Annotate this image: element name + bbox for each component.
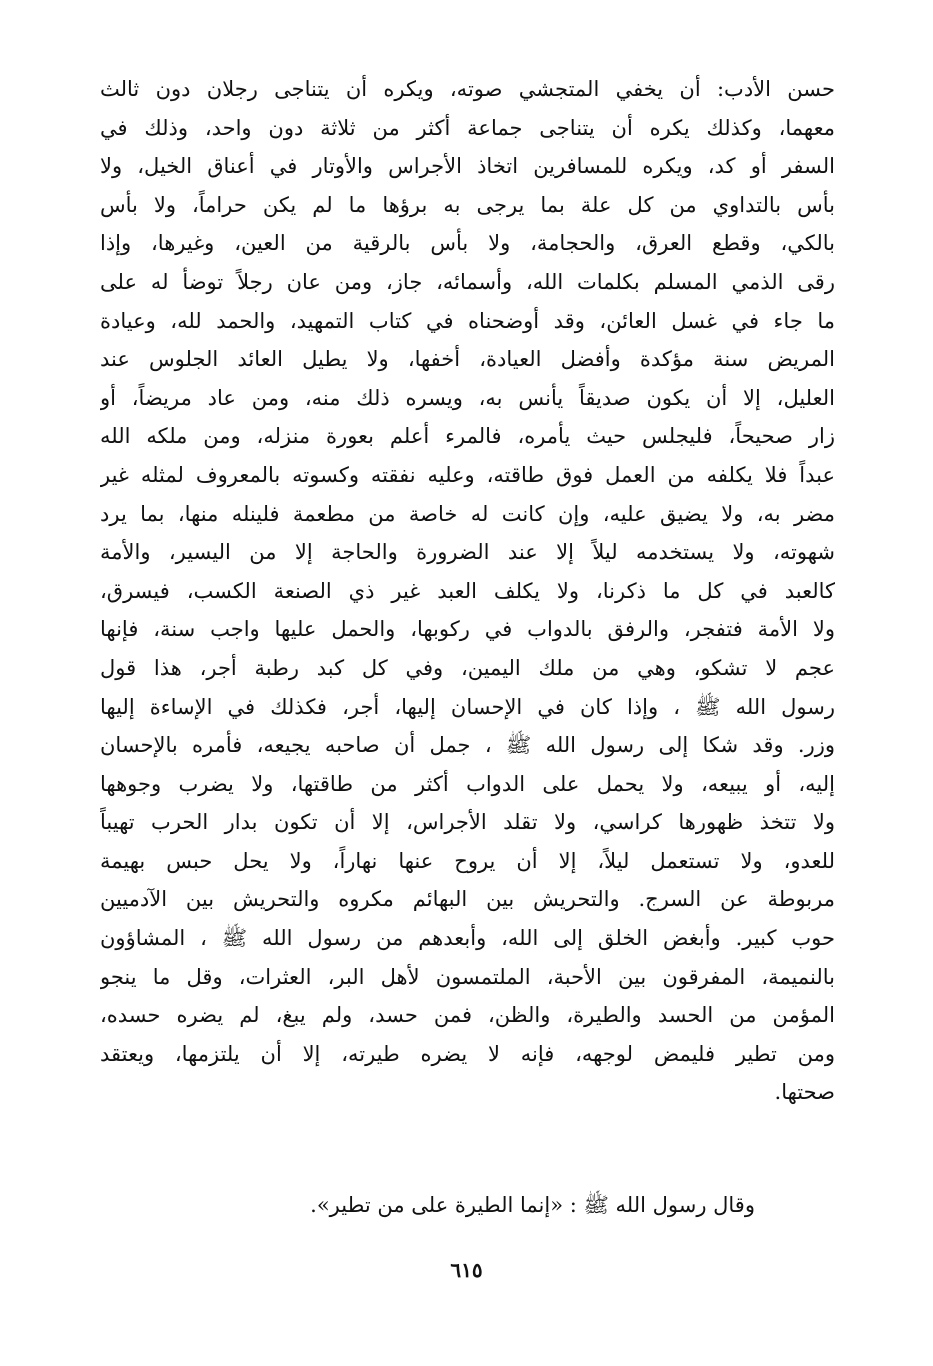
- body-text: [100, 70, 835, 1112]
- text-line: ومن تطير فليمض لوجهه، فإنه لا يضره طيرته، إلا أن يلتزمها، ويعتقد: [100, 1041, 835, 1066]
- text-line: ولا الأمة فتفجر، والرفق بالدواب في ركوبها، والحمل عليها واجب سنة، فإنها: [100, 617, 835, 642]
- text-line: حوب كبير. وأبغض الخلق إلى الله، وأبعدهم من رسول الله ﷺ ، المشاؤون: [100, 926, 835, 951]
- text-line: مضر به، ولا يضيق عليه، وإن كانت له خاصة من مطعمة فلينله منها، بما يرد: [100, 501, 835, 526]
- text-line: حسن الأدب: أن يخفي المتجشي صوته، ويكره أن يتناجى رجلان دون ثالث: [100, 77, 835, 101]
- text-line: زار صحيحاً، فليجلس حيث يأمره، فالمرء أعلم بعورة منزله، ومن ملكه الله: [100, 424, 835, 449]
- text-line: بالنميمة، المفرقون بين الأحبة، الملتمسون لأهل البر، العثرات، وقل ما ينجو: [100, 964, 835, 989]
- text-line: رقى الذمي المسلم بكلمات الله، وأسمائه، جاز، ومن عان رجلاً توضأ له على: [100, 269, 835, 294]
- page-number: ٦١٥: [450, 1258, 483, 1282]
- text-line: العليل، إلا أن يكون صديقاً يأنس به، ويسره ذلك منه، ومن عاد مريضاً، أو: [100, 385, 835, 410]
- text-line: إليه، أو يبيعه، ولا يحمل على الدواب أكثر من طاقتها، ولا يضرب وجوهها: [100, 771, 835, 796]
- text-line: المؤمن من الحسد والطيرة، والظن، فمن حسد، ولم يبغ، لم يضره حسده،: [100, 1003, 835, 1028]
- text-line: ما جاء في غسل العائن، وقد أوضحناه في كتاب التمهيد، والحمد لله، وعيادة: [100, 308, 835, 333]
- text-line: صحتها.: [774, 1080, 835, 1105]
- text-line: وزر. وقد شكا إلى رسول الله ﷺ ، جمل أن صاحبه يجيعه، فأمره بالإحسان: [100, 733, 835, 758]
- text-line: رسول الله ﷺ ، وإذا كان في الإحسان إليها، أجر، فكذلك في الإساءة إليها: [100, 694, 835, 719]
- text-line: ولا تتخذ ظهورها كراسي، ولا تقلد الأجراس، إلا أن تكون بدار الحرب تهيباً: [100, 810, 835, 835]
- text-line: المريض سنة مؤكدة وأفضل العيادة، أخفها، ولا يطيل العائد الجلوس عند: [100, 347, 835, 372]
- text-line: كالعبد في كل ما ذكرنا، ولا يكلف العبد غير ذي الصنعة الكسب، فيسرق،: [100, 578, 835, 603]
- text-line: السفر أو كد، ويكره للمسافرين اتخاذ الأجراس والأوتار في أعناق الخيل، ولا: [100, 154, 835, 179]
- text-line: بالكي، وقطع العرق، والحجامة، ولا بأس بالرقية من العين، وغيرها، وإذا: [100, 231, 835, 256]
- text-line: للعدو، ولا تستعمل ليلاً، إلا أن يروح عنها نهاراً، ولا يحل حبس بهيمة: [100, 848, 835, 873]
- text-line: بأس بالتداوي من كل علة بما يرجى به برؤها ما لم يكن حراماً، ولا بأس: [100, 192, 835, 217]
- text-line: عجم لا تشكو، وهي من ملك اليمين، وفي كل كبد رطبة أجر، هذا قول: [100, 655, 835, 680]
- text-line: عبداً فلا يكلفه من العمل فوق طاقته، وعليه نفقته وكسوته بالمعروف لمثله غير: [100, 462, 835, 487]
- hadith-quote: وقال رسول الله ﷺ : «إنما الطيرة على من تطير».: [310, 1193, 755, 1217]
- text-line: مربوطة عن السرج. والتحريش بين البهائم مكروه والتحريش بين الآدميين: [100, 887, 835, 912]
- text-line: معهما، وكذلك يكره أن يتناجى جماعة أكثر من ثلاثة دون واحد، وذلك في: [100, 115, 835, 140]
- text-line: شهوته، ولا يستخدمه ليلاً إلا عند الضرورة والحاجة إلا من اليسير، والأمة: [100, 540, 835, 565]
